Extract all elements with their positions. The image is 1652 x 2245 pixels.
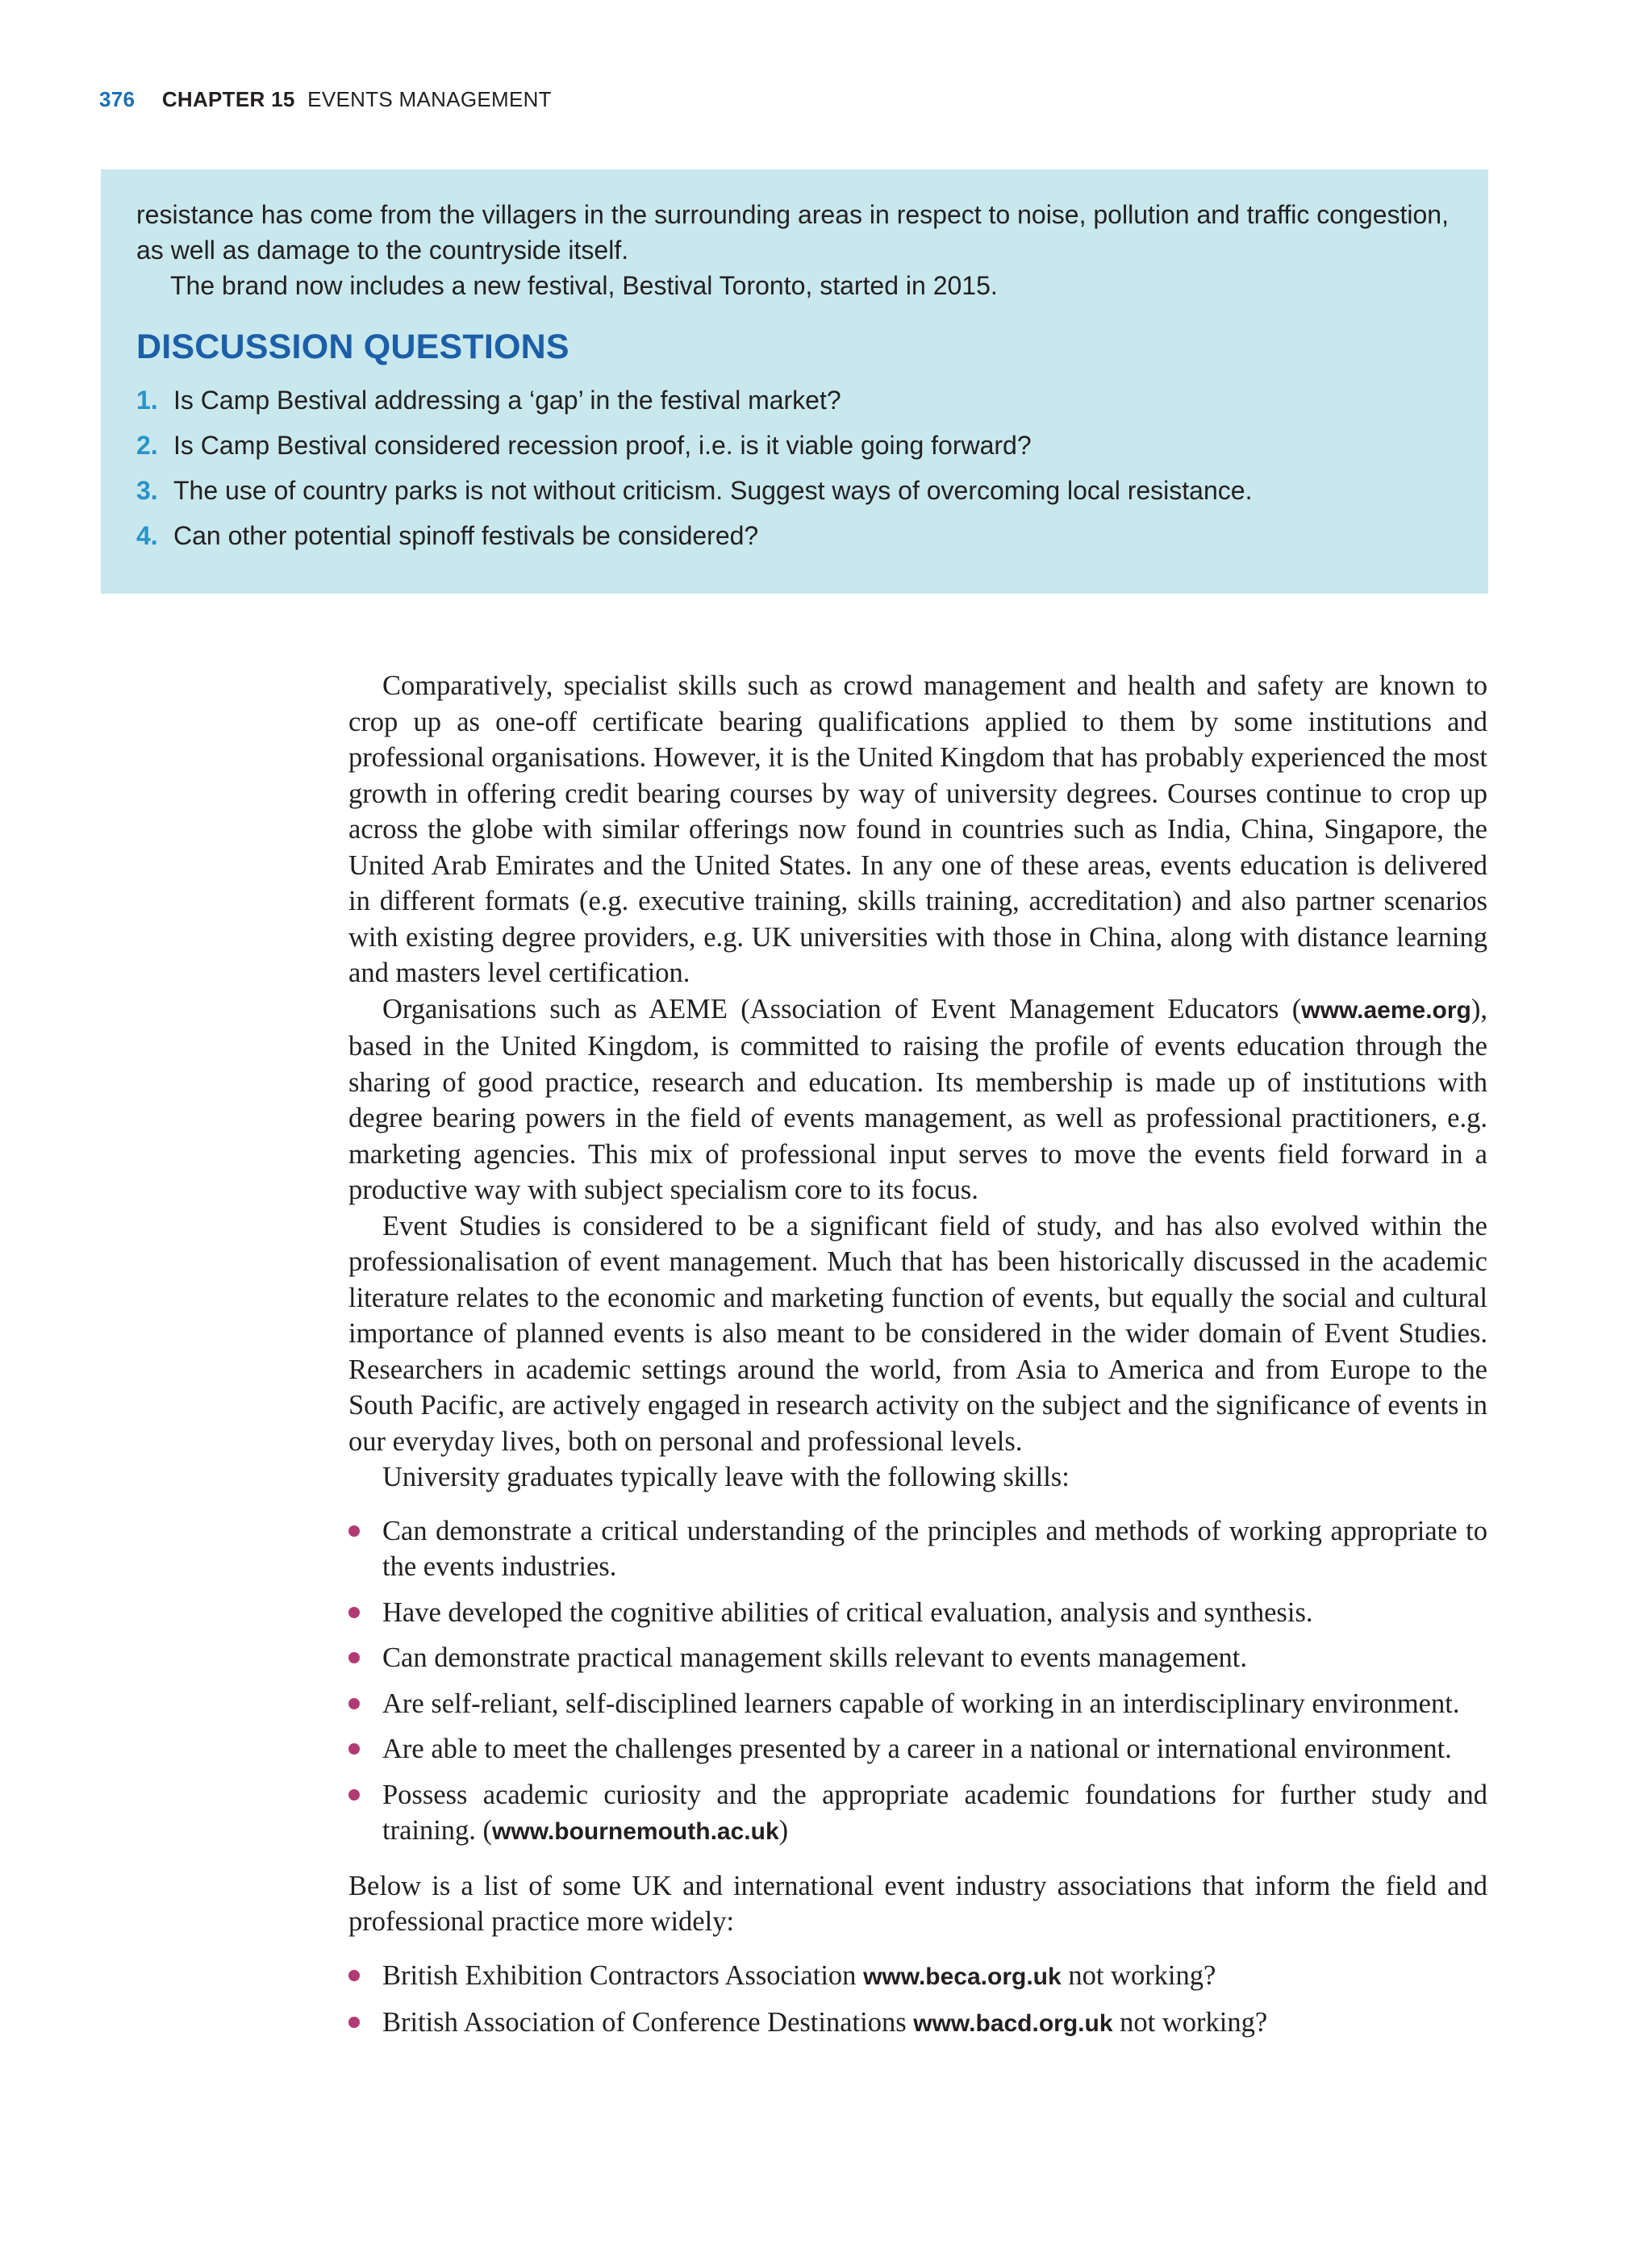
- chapter-title: EVENTS MANAGEMENT: [307, 87, 552, 111]
- body-paragraph: [348, 991, 1487, 1208]
- bullet-icon: [348, 1970, 360, 1981]
- associations-list: [348, 1958, 1487, 2043]
- running-header: [99, 87, 552, 112]
- skill-text: Are able to meet the challenges presented by a career in a national or international environment.: [382, 1734, 1452, 1764]
- association-link[interactable]: www.beca.org.uk: [863, 1963, 1062, 1990]
- case-paragraph: The brand now includes a new festival, Bestival Toronto, started in 2015.: [170, 271, 998, 300]
- discussion-questions-list: [136, 382, 1459, 553]
- association-item: [348, 2005, 1487, 2043]
- skill-item: [348, 1513, 1487, 1585]
- bullet-icon: [348, 1652, 360, 1663]
- case-study-content: [136, 197, 1459, 563]
- bournemouth-link[interactable]: www.bournemouth.ac.uk: [492, 1818, 779, 1845]
- body-paragraph: Event Studies is considered to be a significant field of study, and has also evolved within the professionalisation of event management. Much that has been historically discussed in the academic literature relates to the economic and marketing function of events, but equally the social and cultural importance of planned events is also meant to be considered in the wider domain of Event Studies. Researchers in academic settings around the world, from Asia to America and from Europe to the South Pacific, are actively engaged in research activity on the subject and the significance of events in our everyday lives, both on personal and professional levels.: [348, 1210, 1487, 1457]
- question-number: 1.: [136, 386, 158, 415]
- discussion-question: [136, 428, 1459, 463]
- question-text: Is Camp Bestival addressing a ‘gap’ in the festival market?: [173, 386, 841, 415]
- bullet-icon: [348, 2017, 360, 2028]
- aeme-text-end: ), based in the United Kingdom, is committed to raising the profile of events education through the sharing of good practice, research and education. Its membership is made up of institutions with degree bearing powers in the field of events management, as well as professional practitioners, e.g. marketing agencies. This mix of professional input serves to move the events field forward in a productive way with subject specialism core to its focus.: [348, 993, 1487, 1205]
- skill-item: [348, 1731, 1487, 1767]
- discussion-question: [136, 518, 1459, 553]
- skill-text: Can demonstrate practical management skills relevant to events management.: [382, 1642, 1247, 1673]
- skill-text: Have developed the cognitive abilities of critical evaluation, analysis and synthesis.: [382, 1596, 1313, 1628]
- bullet-icon: [348, 1607, 360, 1618]
- skill-item: [348, 1686, 1487, 1722]
- case-study-box: [101, 169, 1488, 594]
- skill-item: [348, 1777, 1487, 1851]
- skill-text: Possess academic curiosity and the appropriate academic foundations for further study and training. (: [382, 1779, 1487, 1846]
- body-paragraph: Comparatively, specialist skills such as crowd management and health and safety are known to crop up as one-off certificate bearing qualifications applied to them by some institutions and professional organisations. However, it is the United Kingdom that has probably experienced the most growth in offering credit bearing courses by way of university degrees. Courses continue to crop up across the globe with similar offerings now found in countries such as India, China, Singapore, the United Arab Emirates and the United States. In any one of these areas, events education is delivered in different formats (e.g. executive training, skills training, accreditation) and also partner scenarios with existing degree providers, e.g. UK universities with those in China, along with distance learning and masters level certification.: [348, 670, 1487, 988]
- association-note: not working?: [1068, 1959, 1216, 1991]
- question-text: The use of country parks is not without criticism. Suggest ways of overcoming local resistance.: [173, 476, 1253, 505]
- bullet-icon: [348, 1743, 360, 1755]
- discussion-question: [136, 382, 1459, 418]
- page-number: 376: [99, 87, 136, 111]
- question-number: 2.: [136, 431, 158, 460]
- bullet-icon: [348, 1789, 360, 1801]
- association-name: British Exhibition Contractors Association: [382, 1959, 857, 1991]
- association-note: not working?: [1120, 2007, 1268, 2038]
- question-text: Can other potential spinoff festivals be considered?: [173, 521, 759, 550]
- main-text: [348, 668, 1487, 2060]
- case-paragraph: resistance has come from the villagers in the surrounding areas in respect to noise, pollution and traffic congestion, as well as damage to the countryside itself.: [136, 200, 1449, 265]
- question-number: 3.: [136, 476, 158, 505]
- bullet-icon: [348, 1698, 360, 1709]
- aeme-link[interactable]: www.aeme.org: [1301, 996, 1471, 1024]
- body-paragraph: Below is a list of some UK and international event industry associations that inform the field and professional practice more widely:: [348, 1870, 1487, 1937]
- question-text: Is Camp Bestival considered recession proof, i.e. is it viable going forward?: [173, 431, 1032, 460]
- question-number: 4.: [136, 521, 158, 550]
- bullet-icon: [348, 1525, 360, 1537]
- skill-text: Are self-reliant, self-disciplined learners capable of working in an interdisciplinary environment.: [382, 1688, 1460, 1719]
- skill-text: Can demonstrate a critical understanding of the principles and methods of working appropriate to the events industries.: [382, 1515, 1487, 1582]
- skills-list: [348, 1513, 1487, 1851]
- association-name: British Association of Conference Destinations: [382, 2007, 907, 2038]
- chapter-label: CHAPTER 15: [161, 87, 295, 111]
- association-item: [348, 1958, 1487, 1996]
- discussion-question: [136, 473, 1459, 508]
- skill-item: [348, 1640, 1487, 1676]
- discussion-questions-title: DISCUSSION QUESTIONS: [136, 328, 569, 366]
- body-paragraph: University graduates typically leave with the following skills:: [382, 1462, 1070, 1492]
- aeme-text-start: Organisations such as AEME (Association of Event Management Educators (: [382, 993, 1302, 1024]
- skill-item: [348, 1595, 1487, 1631]
- skill-text-end: ): [778, 1815, 789, 1846]
- association-link[interactable]: www.bacd.org.uk: [913, 2010, 1113, 2037]
